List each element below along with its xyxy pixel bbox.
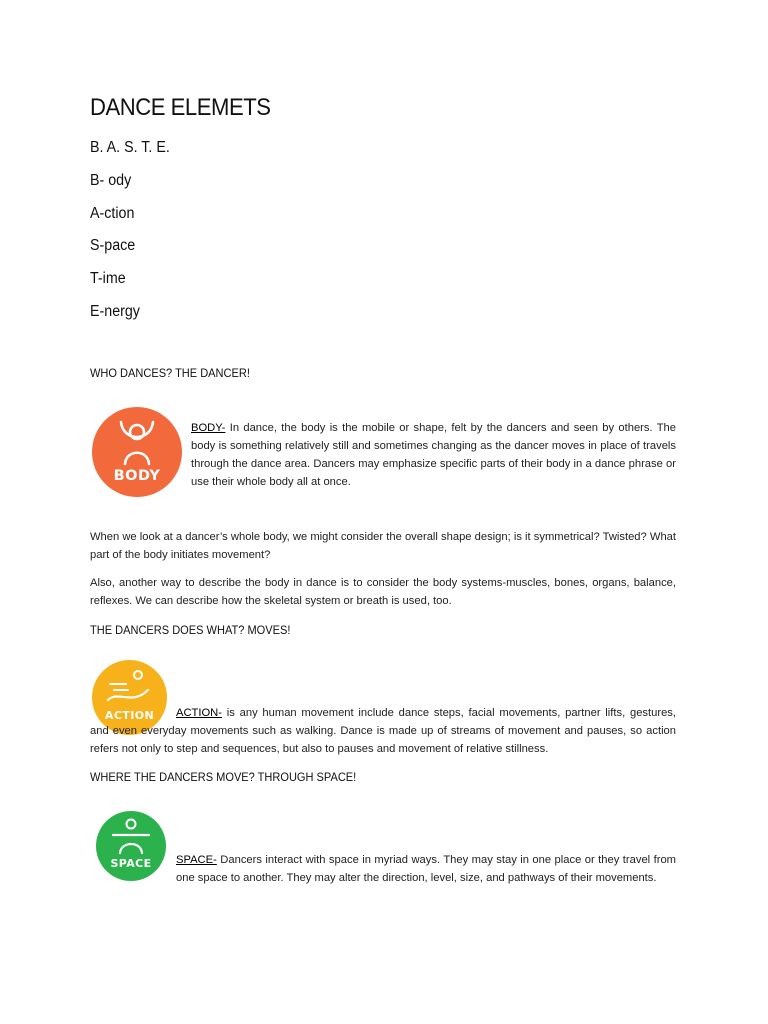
baste-item-energy: E-nergy bbox=[90, 302, 140, 320]
action-badge-label: ACTION bbox=[104, 709, 155, 722]
space-section-heading: WHERE THE DANCERS MOVE? THROUGH SPACE! bbox=[90, 770, 357, 784]
space-definition: Dancers interact with space in myriad ways. They may stay in one place or they travel from one space to another. They may alter the direction, level, size, and pathways of their movements. bbox=[176, 854, 676, 884]
action-section-heading: THE DANCERS DOES WHAT? MOVES! bbox=[90, 623, 291, 637]
baste-item-action: A-ction bbox=[90, 204, 135, 222]
body-description bbox=[191, 419, 676, 491]
baste-item-body: B- ody bbox=[90, 171, 132, 189]
body-section-heading: WHO DANCES? THE DANCER! bbox=[90, 366, 250, 380]
space-description bbox=[176, 851, 676, 887]
body-term: BODY- bbox=[191, 422, 226, 434]
baste-item-space: S-pace bbox=[90, 237, 136, 255]
baste-heading: B. A. S. T. E. bbox=[90, 139, 170, 156]
space-badge-label: SPACE bbox=[110, 857, 152, 870]
body-definition: In dance, the body is the mobile or shape, felt by the dancers and seen by others. The body is something relatively still and sometimes changing as the dancer moves in place of travels through the dance area. Dancers may emphasize specific parts of their body in a dance phrase or use their whole body all at once. bbox=[191, 422, 676, 488]
body-badge bbox=[92, 407, 182, 497]
action-definition: is any human movement include dance steps, facial movements, partner lifts, gestures, and even everyday movements such as walking. Dance is made up of streams of movement and pauses, so action refers not only to step and sequences, but also to pauses and movement of relative stillness. bbox=[90, 707, 676, 755]
space-badge bbox=[96, 811, 166, 881]
body-badge-label: BODY bbox=[113, 468, 161, 484]
action-term: ACTION- bbox=[176, 707, 222, 719]
space-term: SPACE- bbox=[176, 854, 217, 866]
body-paragraph-2: When we look at a dancer’s whole body, we might consider the overall shape design; is it symmetrical? Twisted? What part of the body initiates movement? bbox=[90, 531, 676, 561]
action-description bbox=[90, 704, 676, 758]
baste-item-time: T-ime bbox=[90, 270, 126, 288]
baste-list bbox=[90, 138, 170, 335]
dancer-arms-out-icon bbox=[96, 811, 166, 881]
body-paragraph-3: Also, another way to describe the body in dance is to consider the body systems-muscles, bones, organs, balance, reflexes. We can describe how the skeletal system or breath is used, too. bbox=[90, 577, 676, 607]
page-title: DANCE ELEMETS bbox=[90, 94, 271, 121]
